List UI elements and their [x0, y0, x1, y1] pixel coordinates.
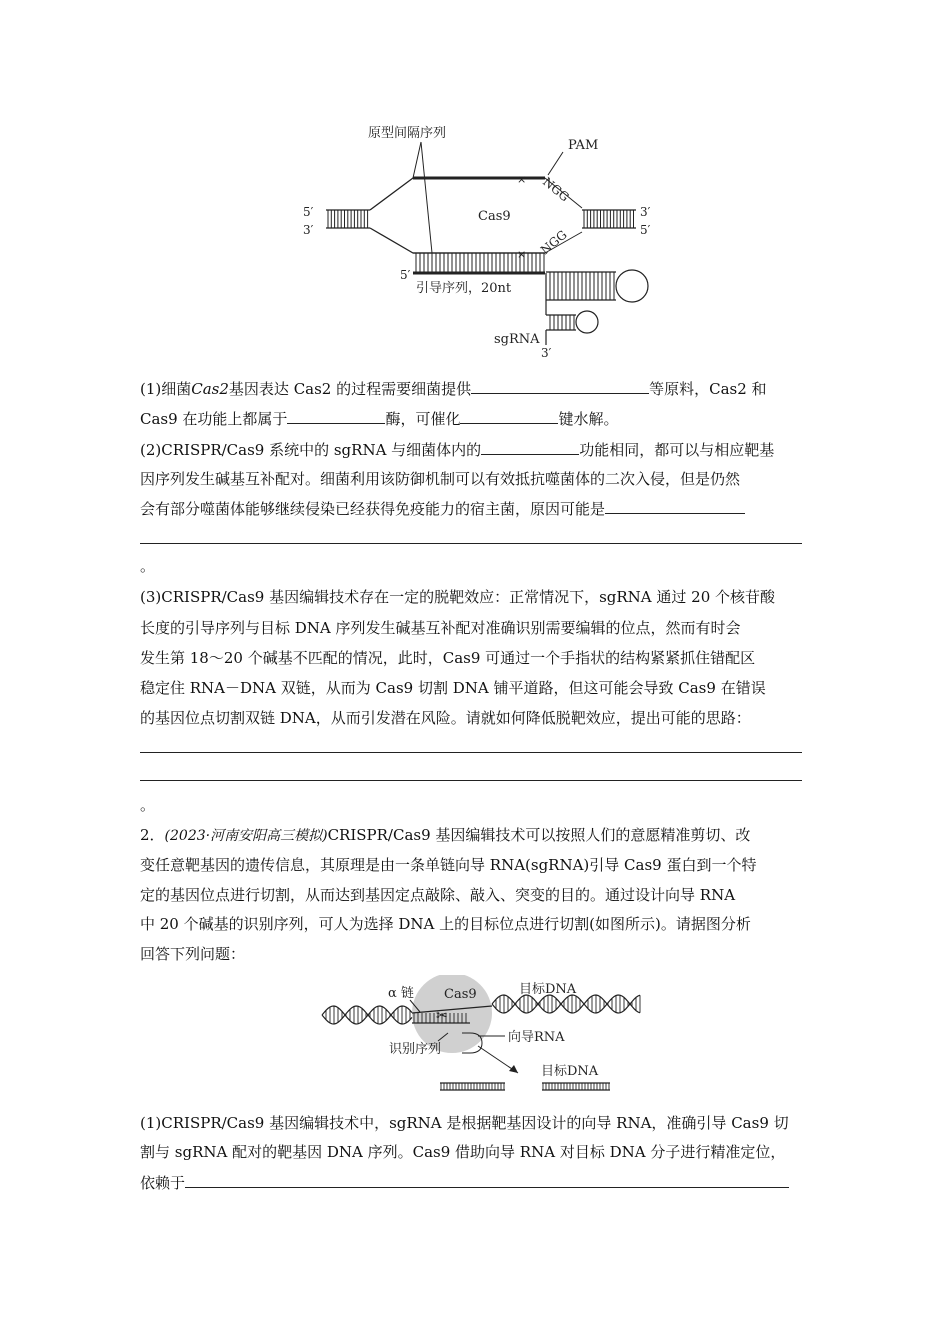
q2-line3: 定的基因位点进行切割，从而达到基因定点敲除、敲入、突变的目的。通过设计向导 RNA [140, 886, 736, 904]
label-guide-sequence: 引导序列，20nt [416, 281, 512, 296]
text: CRISPR/Cas9 基因编辑技术可以按照人们的意愿精准剪切、改 [327, 826, 751, 844]
answer-blank-4[interactable] [481, 439, 579, 455]
label-cas9: Cas9 [444, 987, 477, 1002]
end-5-left: 5′ [303, 205, 314, 219]
question-source: (2023·河南安阳高三模拟) [164, 828, 328, 844]
label-recognition-sequence: 识别序列 [389, 1042, 442, 1057]
stem-loop-large [616, 270, 648, 302]
label-protospacer: 原型间隔序列 [368, 126, 447, 141]
label-sgrna: sgRNA [494, 332, 540, 347]
figure-crispr-cas9-structure [300, 118, 670, 363]
cut-dna-fragment-right [542, 1083, 610, 1090]
q1-sub2-line2: 因序列发生碱基互补配对。细菌利用该防御机制可以有效抵抗噬菌体的二次入侵，但是仍然 [140, 470, 741, 488]
text: (2)CRISPR/Cas9 系统中的 sgRNA 与细菌体内的 [140, 441, 482, 459]
q1-sub1-line1 [140, 378, 820, 399]
gene-name: Cas2 [191, 380, 229, 398]
answer-blank-5[interactable] [605, 498, 745, 514]
q2-sub1-line2: 割与 sgRNA 配对的靶基因 DNA 序列。Cas9 借助向导 RNA 对目标 DNA 分子进行精准定位， [140, 1143, 786, 1161]
text: 酶，可催化 [385, 410, 461, 428]
q1-sub3-line2: 长度的引导序列与目标 DNA 序列发生碱基互补配对准确识别需要编辑的位点，然而有时会 [140, 619, 741, 637]
q1-sub3-line3: 发生第 18～20 个碱基不匹配的情况，此时，Cas9 可通过一个手指状的结构紧紧抓住错配区 [140, 649, 756, 667]
label-pam: PAM [568, 138, 599, 153]
q1-sub3-line1: (3)CRISPR/Cas9 基因编辑技术存在一定的脱靶效应：正常情况下，sgRNA 通过 20 个核苷酸 [140, 588, 776, 606]
q2-line2: 变任意靶基因的遗传信息，其原理是由一条单链向导 RNA(sgRNA)引导 Cas9 蛋白到一个特 [140, 856, 757, 874]
label-target-dna-top: 目标DNA [519, 982, 577, 997]
end-3-right: 3′ [640, 205, 651, 219]
cut-mark-top: × [517, 173, 527, 186]
label-cas9: Cas9 [478, 209, 511, 224]
answer-line-6[interactable] [140, 543, 802, 544]
sgrna-scaffold [546, 272, 616, 345]
q2-line5: 回答下列问题： [140, 945, 246, 963]
label-alpha-chain: α 链 [388, 986, 414, 1001]
text: (1)细菌 [140, 380, 192, 398]
answer-line-7[interactable] [140, 752, 802, 753]
answer-line-8[interactable] [140, 780, 802, 781]
text: 等原料，Cas2 和 [649, 380, 767, 398]
cut-mark-bottom: × [517, 248, 527, 261]
q1-sub3-line4: 稳定住 RNA－DNA 双链，从而为 Cas9 切割 DNA 铺平道路，但这可能会导致 Cas9 在错误 [140, 679, 766, 697]
end-3-sgrna: 3′ [541, 346, 552, 360]
q1-sub3-line5: 的基因位点切割双链 DNA，从而引发潜在风险。请就如何降低脱靶效应，提出可能的思路： [140, 709, 751, 727]
q2-line4: 中 20 个碱基的识别序列，可人为选择 DNA 上的目标位点进行切割(如图所示)。请据图分析 [140, 915, 751, 933]
left-duplex [326, 210, 370, 228]
text: Cas9 在功能上都属于 [140, 410, 288, 428]
q1-sub3-end: 。 [140, 796, 156, 814]
text: 基因表达 Cas2 的过程需要细菌提供 [228, 380, 472, 398]
text: 会有部分噬菌体能够继续侵染已经获得免疫能力的宿主菌，原因可能是 [140, 500, 606, 518]
cut-dna-fragment-left [440, 1083, 505, 1090]
answer-blank-1[interactable] [471, 378, 649, 394]
q1-sub2-end: 。 [140, 557, 156, 575]
answer-blank-3[interactable] [460, 408, 558, 424]
scissors-icon: ✂ [436, 1008, 448, 1024]
text: 依赖于 [140, 1174, 186, 1192]
stem-loop-small [576, 311, 598, 333]
label-ngg-top: NGG [540, 174, 572, 205]
text: 键水解。 [558, 410, 619, 428]
q2-line1 [140, 825, 820, 846]
end-5-guide: 5′ [400, 268, 411, 282]
label-target-dna-bottom: 目标DNA [541, 1064, 599, 1079]
answer-blank-2[interactable] [287, 408, 385, 424]
right-duplex [582, 210, 636, 228]
q1-sub1-line2 [140, 408, 820, 429]
end-5-right: 5′ [640, 223, 651, 237]
figure-cas9-targeting [315, 975, 645, 1100]
end-3-left: 3′ [303, 223, 314, 237]
label-ngg-bottom: NGG [537, 227, 570, 258]
q2-sub1-line3 [140, 1172, 820, 1193]
q2-sub1-line1: (1)CRISPR/Cas9 基因编辑技术中，sgRNA 是根据靶基因设计的向导 RNA，准确引导 Cas9 切 [140, 1114, 789, 1132]
question-number: 2． [140, 826, 165, 844]
q1-sub2-line3 [140, 498, 820, 519]
answer-blank-9[interactable] [185, 1172, 789, 1188]
label-guide-rna: 向导RNA [508, 1030, 565, 1045]
q1-sub2-line1 [140, 439, 820, 460]
text: 功能相同，都可以与相应靶基 [579, 441, 775, 459]
